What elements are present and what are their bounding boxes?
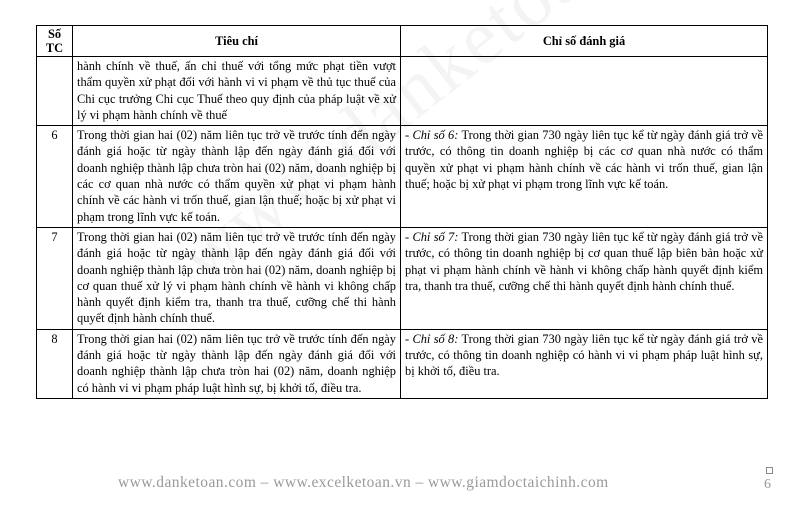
row-index (401, 329, 768, 398)
row-criteria: hành chính về thuế, ấn chỉ thuế với tổng mức phạt tiền vượt thẩm quyền xử phạt đối với hành vi vi phạm về thủ tục thuế của Chi cục trưởng Chi cục Thuế theo quy định của pháp luật về xử lý vi phạm hành chính về thuế (73, 57, 401, 126)
row-number: 8 (37, 329, 73, 398)
index-prefix: - (405, 331, 413, 346)
header-number: Số TC (37, 26, 73, 57)
table-row (37, 57, 768, 126)
index-name: Chỉ số 6: (412, 128, 459, 143)
footer-websites: www.danketoan.com – www.excelketoan.vn – www.giamdoctaichinh.com (118, 474, 609, 491)
index-prefix: - (405, 229, 413, 244)
row-criteria: Trong thời gian hai (02) năm liên tục trở về trước tính đến ngày đánh giá hoặc từ ngày thành lập đến ngày đánh giá đối với doanh nghiệp thành lập chưa tròn hai (02) năm, doanh nghiệp có hành vi vi phạm pháp luật hình sự, bị khởi tố, điều tra. (73, 329, 401, 398)
criteria-table (36, 25, 768, 399)
row-index (401, 126, 768, 228)
index-prefix: - (405, 128, 413, 143)
table-row (37, 126, 768, 228)
table-row (37, 227, 768, 329)
index-name: Chỉ số 8: (412, 331, 459, 346)
table-row (37, 329, 768, 398)
header-criteria: Tiêu chí (73, 26, 401, 57)
table-header (37, 26, 768, 57)
index-name: Chỉ số 7: (412, 229, 459, 244)
page-number: 6 (764, 477, 771, 492)
corner-mark (766, 467, 773, 474)
index-text: Trong thời gian 730 ngày liên tục kể từ ngày đánh giá trở về trước, có thông tin doanh nghiệp bị các cơ quan nhà nước có thẩm quyền xử phạt vi phạm hành chính về các hành vi trốn thuế, gian lận thuế; hoặc bị xử phạt vi phạm trong lĩnh vực kế toán. (405, 128, 764, 192)
index-text: Trong thời gian 730 ngày liên tục kể từ ngày đánh giá trở về trước, có thông tin doanh nghiệp có hành vi vi phạm pháp luật hình sự, bị khởi tố, điều tra. (405, 331, 764, 379)
header-row (37, 26, 768, 57)
row-criteria: Trong thời gian hai (02) năm liên tục trở về trước tính đến ngày đánh giá hoặc từ ngày thành lập đến ngày đánh giá đối với doanh nghiệp thành lập chưa tròn hai (02) năm, doanh nghiệp bị cơ quan thuế xử lý vi phạm hành chính về hành vi không chấp hành quyết định kiểm tra, thanh tra thuế, cưỡng chế thi hành quyết định hành chính thuế. (73, 227, 401, 329)
row-number: 6 (37, 126, 73, 228)
row-criteria: Trong thời gian hai (02) năm liên tục trở về trước tính đến ngày đánh giá hoặc từ ngày thành lập đến ngày đánh giá đối với doanh nghiệp thành lập chưa tròn hai (02) năm, doanh nghiệp bị các cơ quan nhà nước có thẩm quyền xử phạt vi phạm hành chính về các hành vi trốn thuế, gian lận thuế; hoặc bị xử phạt vi phạm trong lĩnh vực kế toán. (73, 126, 401, 228)
row-index (401, 227, 768, 329)
row-number (37, 57, 73, 126)
index-text: Trong thời gian 730 ngày liên tục kể từ ngày đánh giá trở về trước, có thông tin doanh nghiệp bị cơ quan thuế lập biên bản hoặc xử phạt vi phạm hành chính về hành vi không chấp hành quyết định kiểm tra, thanh tra thuế, cưỡng chế thi hành quyết định hành chính thuế. (405, 229, 764, 293)
header-index: Chỉ số đánh giá (401, 26, 768, 57)
row-number: 7 (37, 227, 73, 329)
row-index (401, 57, 768, 126)
